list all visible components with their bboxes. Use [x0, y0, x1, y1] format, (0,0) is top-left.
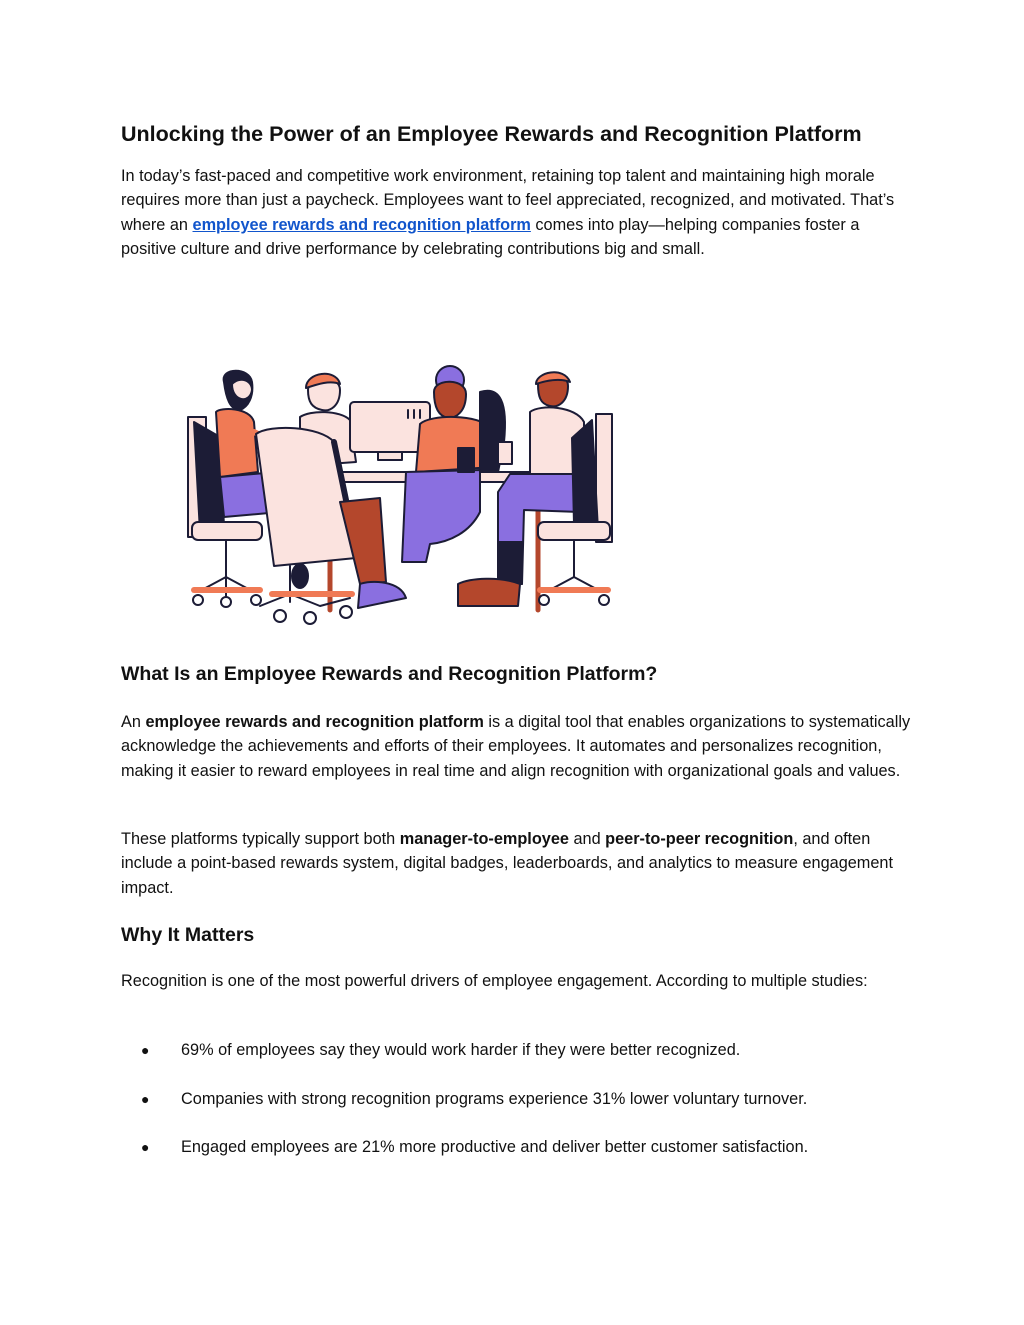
list-item — [121, 1087, 921, 1136]
intro-paragraph — [121, 164, 911, 262]
bullet-icon: ● — [141, 1042, 150, 1058]
bullet-icon: ● — [141, 1090, 150, 1107]
list-item-text: 69% of employees say they would work harder if they were better recognized. — [181, 1041, 741, 1059]
why-paragraph: Recognition is one of the most powerful drivers of employee engagement. According to multiple studies: — [121, 972, 868, 990]
intro-block — [121, 118, 911, 262]
list-item-text: Engaged employees are 21% more productive and deliver better customer satisfaction. — [181, 1138, 809, 1156]
intro-text-before: In today’s fast-paced and competitive work environment, retaining top talent and maintaining high morale requires more than just a paycheck. Employees want to feel appreciated, recognized, and motivated. That’s where an — [121, 167, 895, 234]
team-meeting-illustration — [180, 362, 620, 628]
list-item — [121, 1135, 921, 1184]
stats-list — [121, 1038, 921, 1184]
bullet-icon: ● — [141, 1139, 150, 1155]
definition-text-after: is a digital tool that enables organizations to systematically acknowledge the achievements and efforts of their employees. It automates and personalizes recognition, making it easier to reward employees in real time and align recognition with organizational goals and values. — [121, 713, 911, 780]
features-text-after: , and often include a point-based rewards system, digital badges, leaderboards, and analytics to measure engagement impact. — [121, 830, 894, 897]
definition-paragraph — [121, 710, 911, 783]
intro-text-after: comes into play—helping companies foster a positive culture and drive performance by celebrating contributions big and small. — [121, 215, 860, 259]
features-bold-peer: peer-to-peer recognition — [605, 830, 794, 848]
features-bold-manager: manager-to-employee — [399, 830, 569, 848]
page-title: Unlocking the Power of an Employee Rewards and Recognition Platform — [121, 122, 862, 146]
section-heading-why-it-matters: Why It Matters — [121, 924, 255, 946]
platform-link[interactable]: employee rewards and recognition platform — [192, 215, 531, 234]
list-item-text: Companies with strong recognition programs experience 31% lower voluntary turnover. — [181, 1089, 808, 1108]
features-paragraph — [121, 827, 911, 900]
features-text-before: These platforms typically support both — [121, 830, 400, 848]
definition-bold-term: employee rewards and recognition platform — [145, 713, 484, 731]
features-text-mid: and — [568, 830, 606, 848]
list-item — [121, 1038, 921, 1087]
section-heading-what-is: What Is an Employee Rewards and Recognition Platform? — [121, 663, 658, 685]
definition-text-before: An — [121, 713, 146, 731]
